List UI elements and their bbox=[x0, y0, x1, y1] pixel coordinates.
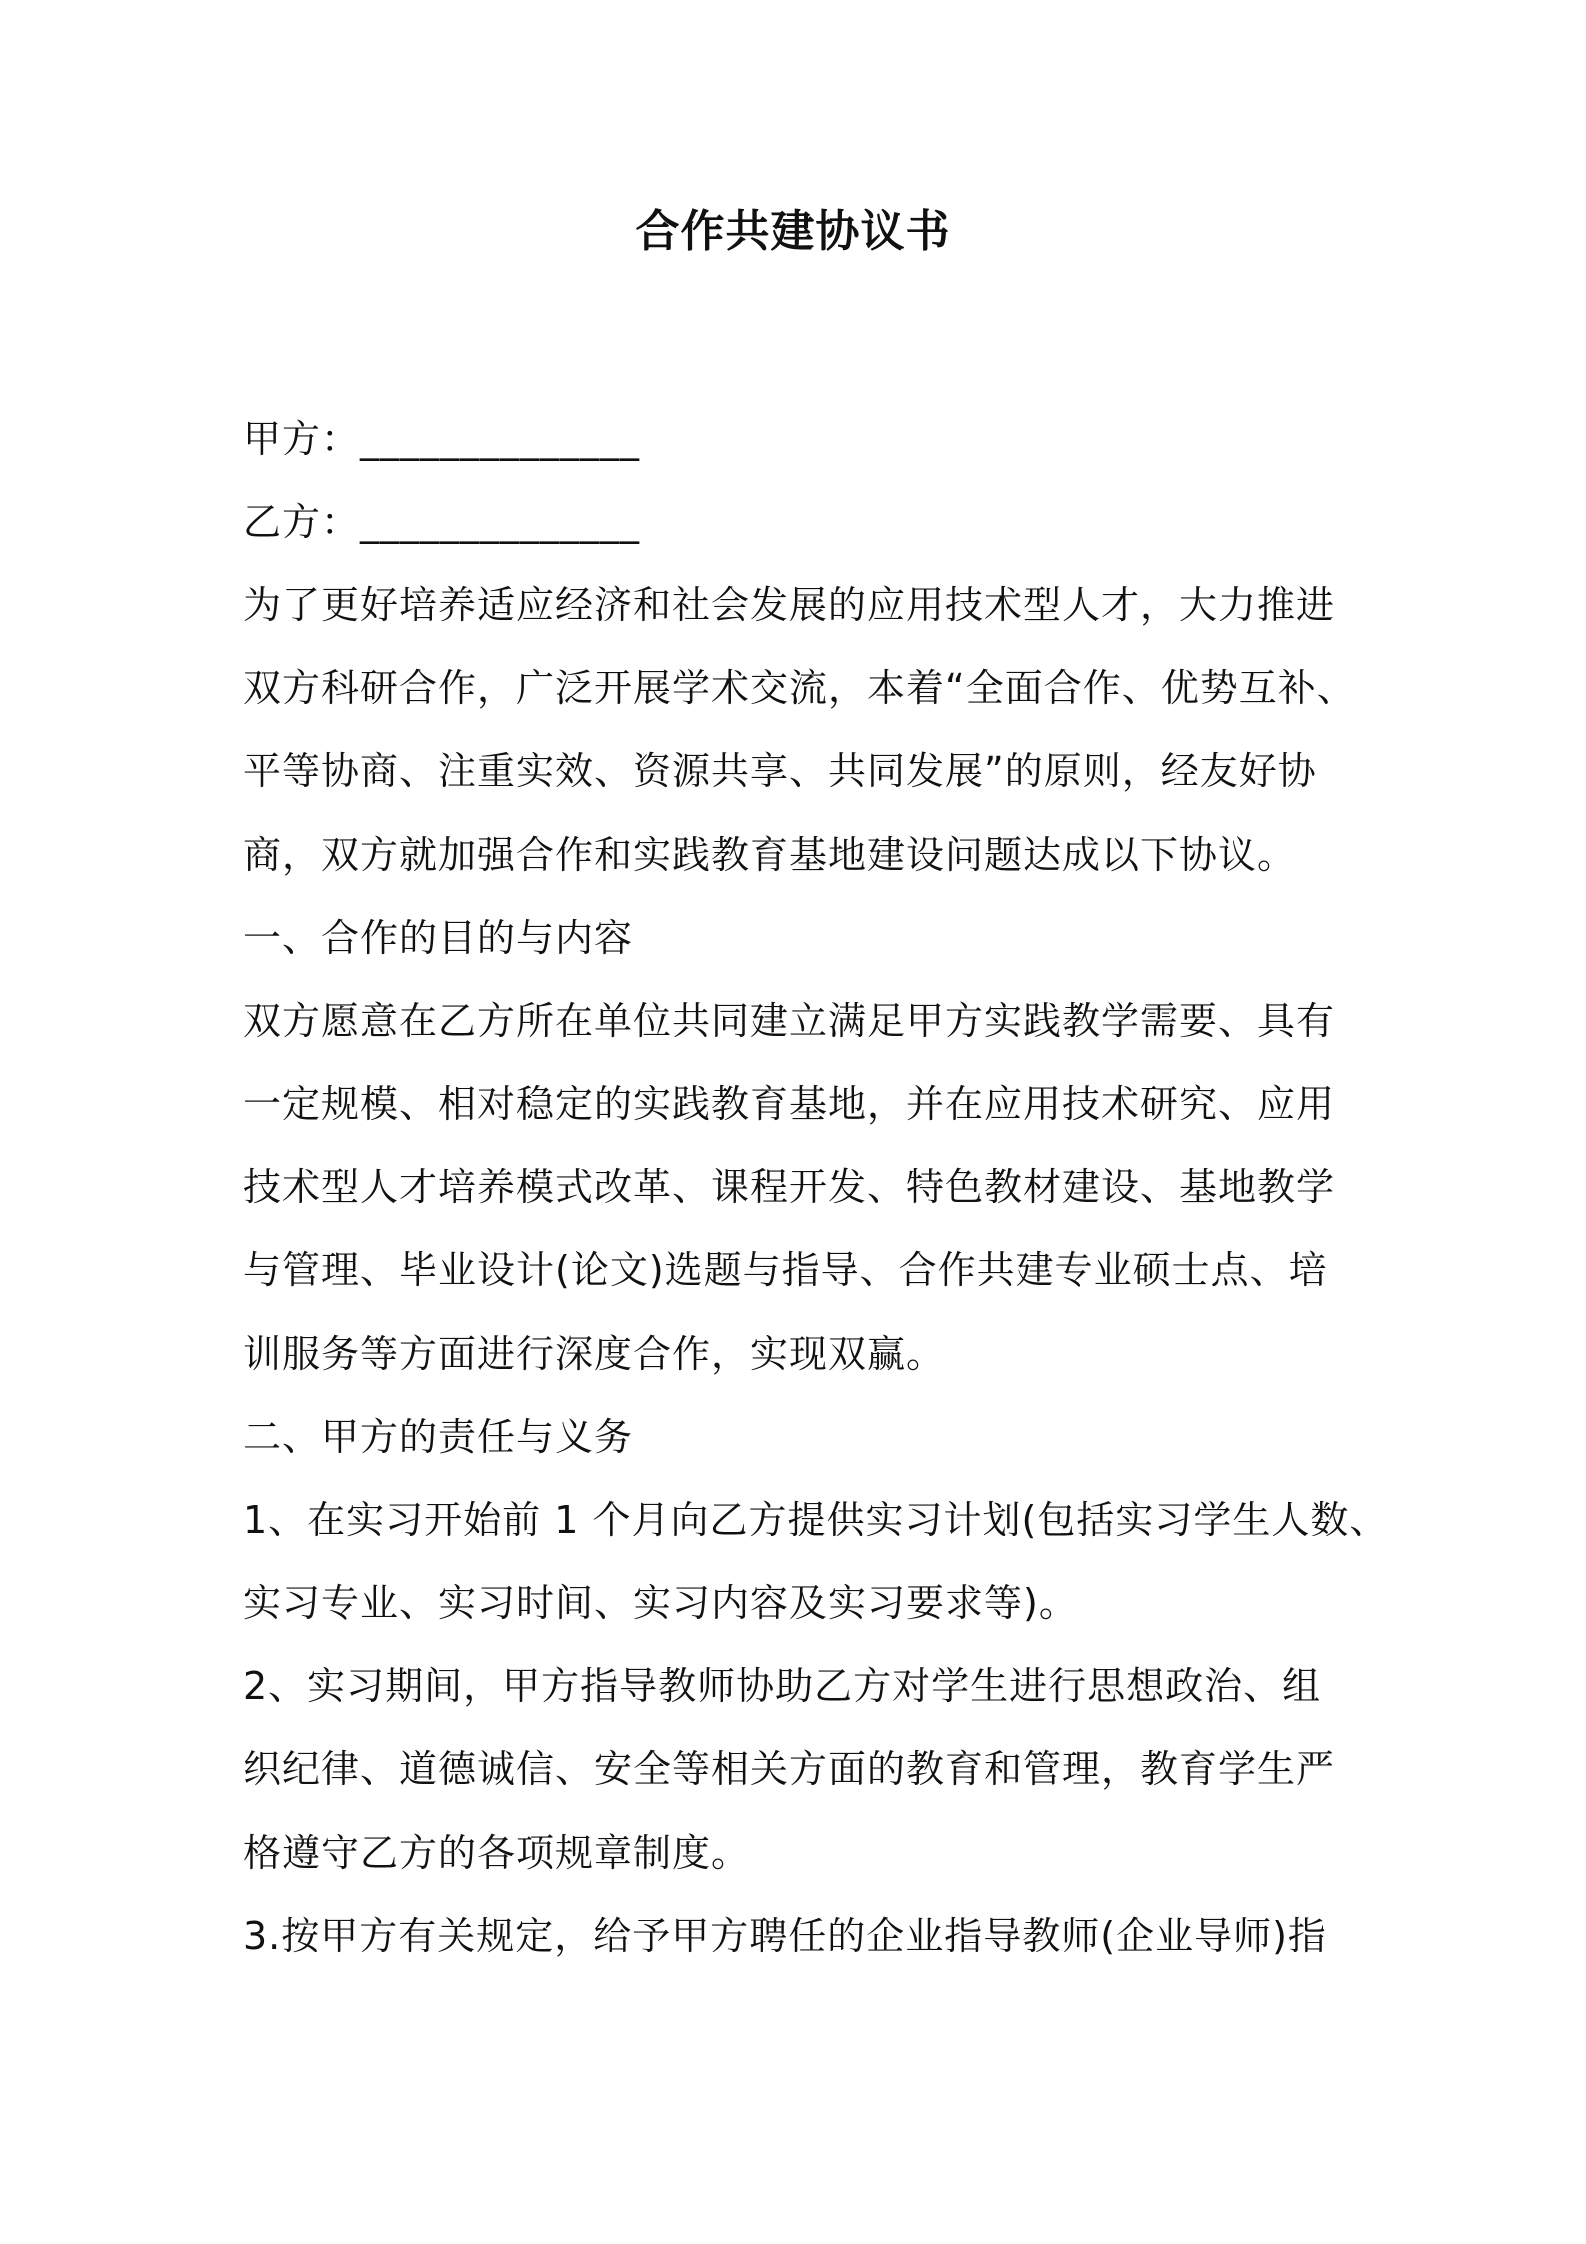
section-1-line-4: 与管理、毕业设计(论文)选题与指导、合作共建专业硕士点、培 bbox=[243, 1248, 1328, 1292]
section-heading-2: 二、甲方的责任与义务 bbox=[243, 1415, 634, 1459]
preamble-line-2: 双方科研合作，广泛开展学术交流，本着“全面合作、优势互补、 bbox=[243, 666, 1356, 710]
party-a-line: 甲方：______________ bbox=[243, 417, 641, 461]
section-1-line-5: 训服务等方面进行深度合作，实现双赢。 bbox=[243, 1332, 946, 1376]
section-1-line-3: 技术型人才培养模式改革、课程开发、特色教材建设、基地教学 bbox=[243, 1165, 1336, 1209]
clause-1-line-2: 实习专业、实习时间、实习内容及实习要求等)。 bbox=[243, 1581, 1078, 1625]
section-heading-1: 一、合作的目的与内容 bbox=[243, 916, 634, 960]
document-title: 合作共建协议书 bbox=[635, 206, 951, 257]
preamble-line-1: 为了更好培养适应经济和社会发展的应用技术型人才，大力推进 bbox=[243, 583, 1336, 627]
section-1-line-1: 双方愿意在乙方所在单位共同建立满足甲方实践教学需要、具有 bbox=[243, 999, 1336, 1043]
clause-1-line-1: 1、在实习开始前 1 个月向乙方提供实习计划(包括实习学生人数、 bbox=[243, 1498, 1389, 1542]
clause-2-line-2: 织纪律、道德诚信、安全等相关方面的教育和管理，教育学生严 bbox=[243, 1747, 1336, 1791]
section-1-line-2: 一定规模、相对稳定的实践教育基地，并在应用技术研究、应用 bbox=[243, 1082, 1336, 1126]
clause-3-line-1: 3.按甲方有关规定，给予甲方聘任的企业指导教师(企业导师)指 bbox=[243, 1914, 1327, 1958]
party-b-line: 乙方：______________ bbox=[243, 500, 641, 544]
clause-2-line-3: 格遵守乙方的各项规章制度。 bbox=[243, 1831, 751, 1875]
preamble-line-4: 商，双方就加强合作和实践教育基地建设问题达成以下协议。 bbox=[243, 833, 1297, 877]
clause-2-line-1: 2、实习期间，甲方指导教师协助乙方对学生进行思想政治、组 bbox=[243, 1664, 1322, 1708]
preamble-line-3: 平等协商、注重实效、资源共享、共同发展”的原则，经友好协 bbox=[243, 749, 1317, 793]
